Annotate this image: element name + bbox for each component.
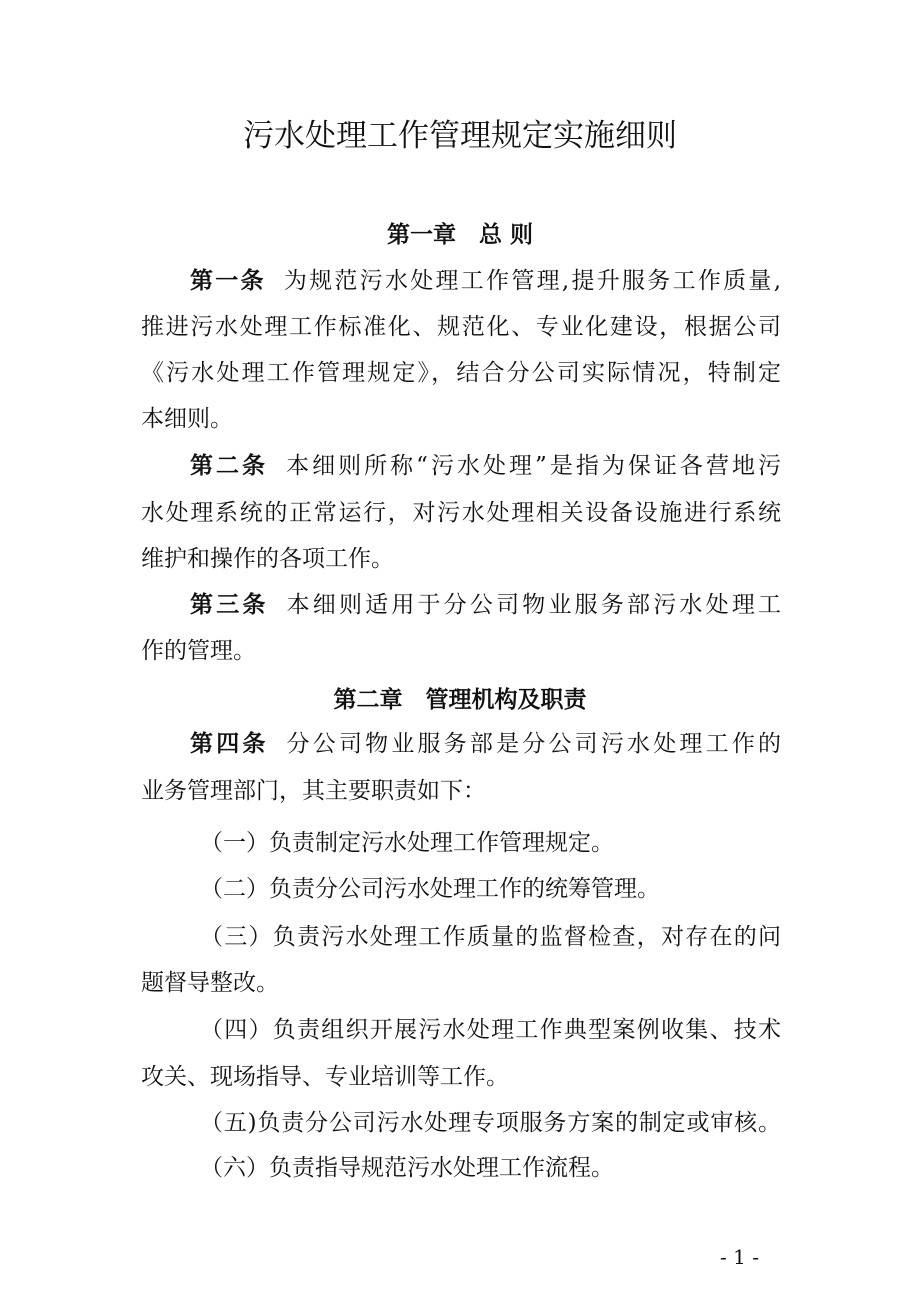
article-2-line-3: 维护和操作的各项工作。: [141, 546, 394, 572]
duty-item-4-line-2: 攻关、现场指导、专业培训等工作。: [141, 1064, 509, 1090]
duty-item-4-line-1: （四）负责组织开展污水处理工作典型案例收集、技术: [200, 1017, 781, 1043]
article-2-label: 第二条: [190, 453, 269, 479]
article-1-line-1: [190, 266, 781, 296]
article-4-text-1: 分公司物业服务部是分公司污水处理工作的: [286, 731, 782, 757]
article-1-label: 第一条: [190, 268, 266, 294]
page-number: - 1 -: [720, 1245, 759, 1269]
article-2-line-1: [190, 451, 781, 481]
duty-item-6: （六）负责指导规范污水处理工作流程。: [200, 1155, 614, 1181]
chapter-2-heading: 第二章 管理机构及职责: [333, 687, 587, 713]
document-title: 污水处理工作管理规定实施细则: [243, 118, 677, 154]
article-3-text-1: 本细则适用于分公司物业服务部污水处理工: [286, 592, 782, 618]
article-3-line-1: [190, 590, 781, 620]
duty-item-3-line-2: 题督导整改。: [141, 970, 279, 996]
article-1-line-3: 《污水处理工作管理规定》，结合分公司实际情况，特制定: [141, 360, 781, 386]
article-1-text-1: 为规范污水处理工作管理,提升服务工作质量,: [283, 268, 782, 294]
article-3-label: 第三条: [190, 592, 269, 618]
article-4-line-2: 业务管理部门，其主要职责如下：: [141, 778, 486, 804]
article-4-line-1: [190, 729, 781, 759]
article-1-line-2: 推进污水处理工作标准化、规范化、专业化建设，根据公司: [141, 314, 781, 340]
duty-item-1: （一）负责制定污水处理工作管理规定。: [200, 830, 614, 856]
article-3-line-2: 作的管理。: [141, 638, 256, 664]
article-4-label: 第四条: [190, 731, 269, 757]
chapter-1-heading: 第一章 总 则: [386, 222, 533, 248]
duty-item-5: （五)负责分公司污水处理专项服务方案的制定或审核。: [200, 1110, 781, 1136]
duty-item-3-line-1: （三）负责污水处理工作质量的监督检查，对存在的问: [200, 924, 781, 950]
article-2-text-1: 本细则所称“污水处理”是指为保证各营地污: [286, 453, 781, 479]
duty-item-2: （二）负责分公司污水处理工作的统筹管理。: [200, 876, 660, 902]
article-1-line-4: 本细则。: [141, 406, 233, 432]
article-2-line-2: 水处理系统的正常运行，对污水处理相关设备设施进行系统: [141, 500, 781, 526]
